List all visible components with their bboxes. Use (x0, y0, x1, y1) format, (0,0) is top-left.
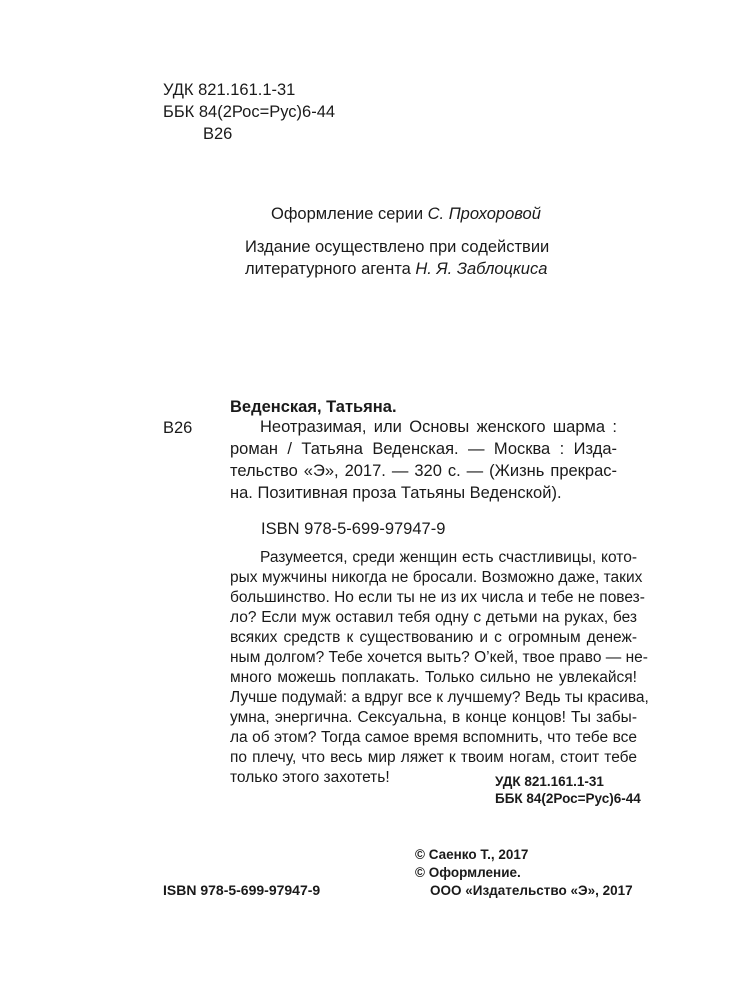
series-design-prefix: Оформление серии (271, 205, 424, 223)
catalog-description (230, 416, 617, 504)
header-bbk: ББК 84(2Рос=Рус)6-44 (163, 103, 336, 121)
copyright-publisher: ООО «Издательство «Э», 2017 (430, 883, 633, 898)
annotation-line: Лучше подумай: а вдруг все к лучшему? Ведь ты красива, (230, 689, 649, 706)
annotation-line: только этого захотеть! (230, 769, 390, 786)
footer-udk: УДК 821.161.1-31 (495, 774, 604, 789)
catalog-line: на. Позитивная проза Татьяны Веденской). (230, 484, 562, 502)
catalog-line: роман / Татьяна Веденская. — Москва : Изда- (230, 440, 617, 458)
annotation-line: большинство. Но если ты не из их числа и тебе не повез- (230, 589, 645, 606)
copyright-author: © Саенко Т., 2017 (415, 847, 529, 862)
agency-credit-line1: Издание осуществлено при содействии (245, 238, 550, 256)
catalog-isbn: ISBN 978-5-699-97947-9 (261, 520, 446, 538)
series-design-credit (271, 204, 541, 224)
catalog-author: Веденская, Татьяна. (230, 398, 397, 416)
catalog-line: тельство «Э», 2017. — 320 с. — (Жизнь прекрас- (230, 462, 617, 480)
catalog-code: В26 (163, 419, 193, 437)
annotation-line: рых мужчины никогда не бросали. Возможно даже, таких (230, 569, 643, 586)
footer-isbn: ISBN 978-5-699-97947-9 (163, 882, 321, 898)
catalog-line: Неотразимая, или Основы женского шарма : (260, 418, 617, 436)
annotation-line: ным долгом? Тебе хочется выть? О’кей, твое право — не- (230, 649, 648, 666)
copyright-design: © Оформление. (415, 865, 521, 880)
annotation-line: много можешь поплакать. Только сильно не увлекайся! (230, 669, 637, 686)
agency-prefix: литературного агента (245, 260, 411, 278)
footer-bbk: ББК 84(2Рос=Рус)6-44 (495, 791, 641, 806)
annotation-line: всяких средств к существованию и с огромным денеж- (230, 629, 637, 646)
annotation-line: умна, энергична. Сексуальна, в конце концов! Ты забы- (230, 709, 637, 726)
series-designer-name: С. Прохоровой (427, 205, 541, 223)
annotation-line: Разумеется, среди женщин есть счастливицы, кото- (260, 549, 637, 566)
annotation-line: по плечу, что весь мир ляжет к твоим ногам, стоит тебе (230, 749, 637, 766)
annotation-text (230, 548, 649, 788)
agency-credit-line2 (245, 259, 547, 279)
agent-name: Н. Я. Заблоцкиса (415, 260, 548, 278)
annotation-line: ла об этом? Тогда самое время вспомнить, что тебе все (230, 729, 637, 746)
header-author-code: В26 (203, 125, 233, 143)
annotation-line: ло? Если муж оставил тебя одну с детьми на руках, без (230, 609, 637, 626)
header-udk: УДК 821.161.1-31 (163, 81, 296, 99)
